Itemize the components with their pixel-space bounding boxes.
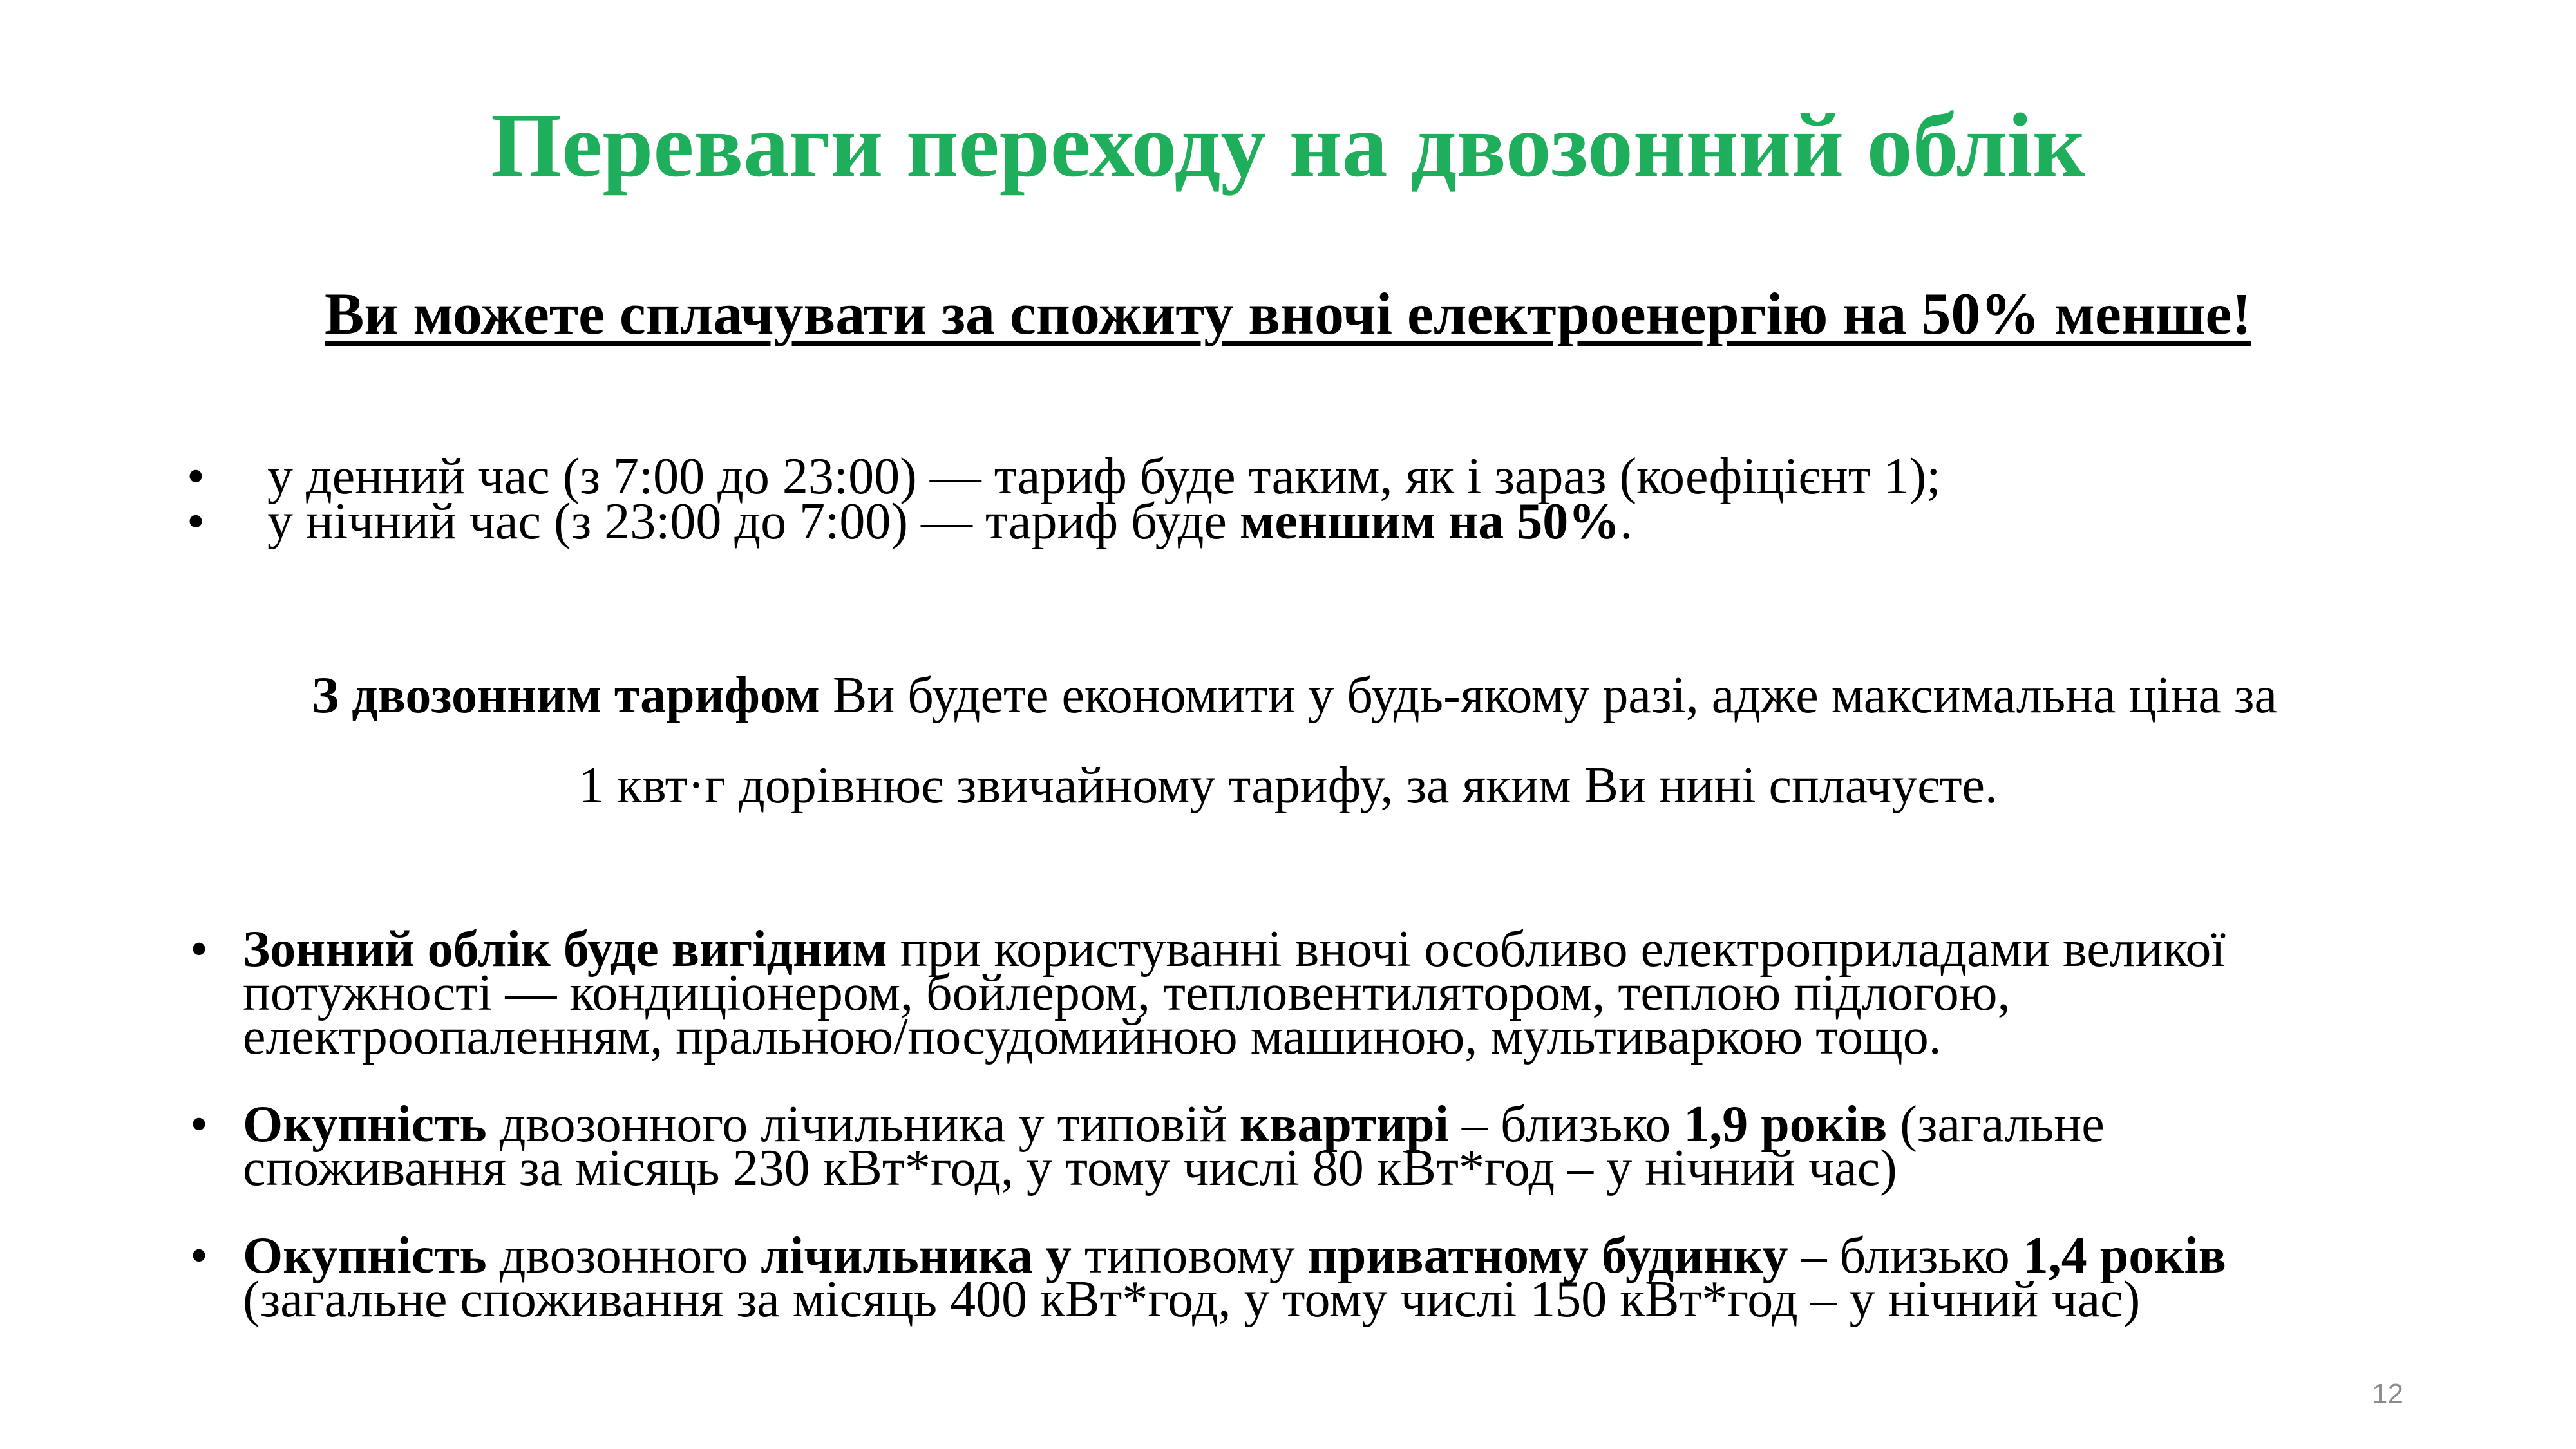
slide-title: Переваги переходу на двозонний облік xyxy=(490,94,2086,196)
benefit-bold: квартирі xyxy=(1240,1096,1449,1153)
benefit-item-zone xyxy=(190,921,2399,1065)
slide-subtitle: Ви можете сплачувати за спожиту вночі електроенергію на 50% менше! xyxy=(325,281,2251,346)
bullet-icon: • xyxy=(190,921,209,978)
tariff-item-bold: меншим на 50% xyxy=(1239,493,1620,550)
tariff-item-day xyxy=(187,448,2441,505)
benefit-bold: Окупність xyxy=(243,1096,487,1153)
page-number: 12 xyxy=(2372,1378,2403,1410)
savings-line-2: 1 квт·г дорівнює звичайному тарифу, за яким Ви нині сплачуєте. xyxy=(578,757,1998,814)
benefit-line: електроопаленням, пральною/посудомийною машиною, мультиваркою тощо. xyxy=(243,1009,1942,1065)
benefit-text: двозонного лічильника у типовій xyxy=(486,1096,1240,1153)
savings-line-1 xyxy=(0,650,2576,741)
benefit-text: – близько xyxy=(1788,1227,2023,1284)
tariff-item-night xyxy=(187,493,2441,550)
benefit-bold: Окупність xyxy=(243,1227,487,1284)
bullet-icon: • xyxy=(190,1227,209,1284)
benefit-text: – близько xyxy=(1448,1096,1684,1153)
benefit-list xyxy=(190,921,2399,1365)
bullet-icon: • xyxy=(190,1096,209,1153)
benefit-bold: Зонний облік буде вигідним xyxy=(243,921,887,978)
benefit-line: потужності — кондиціонером, бойлером, тепловентилятором, теплою підлогою, xyxy=(243,965,2011,1021)
benefit-text: двозонного xyxy=(486,1227,761,1284)
tariff-item-end: . xyxy=(1620,493,1633,550)
savings-text: Ви будете економити у будь-якому разі, адже максимальна ціна за xyxy=(820,667,2277,724)
savings-bold: З двозонним тарифом xyxy=(312,667,820,724)
benefit-text: (загальне xyxy=(1887,1096,2105,1153)
benefit-text: типовому xyxy=(1071,1227,1308,1284)
benefit-bold: приватному будинку xyxy=(1307,1227,1788,1284)
benefit-item-house xyxy=(190,1227,2399,1328)
savings-paragraph xyxy=(0,650,2576,831)
benefit-bold: 1,4 років xyxy=(2022,1227,2226,1284)
benefit-line: споживання за місяць 230 кВт*год, у тому числі 80 кВт*год – у нічний час) xyxy=(243,1140,1897,1197)
benefit-bold: 1,9 років xyxy=(1683,1096,1888,1153)
tariff-list xyxy=(187,448,2441,550)
benefit-bold: лічильника у xyxy=(761,1227,1072,1284)
tariff-item-text: у нічний час (з 23:00 до 7:00) — тариф буде xyxy=(267,493,1240,550)
bullet-icon: • xyxy=(187,448,205,505)
bullet-icon: • xyxy=(187,493,205,550)
benefit-text: при користуванні вночі особливо електроприладами великої xyxy=(887,921,2226,978)
benefit-line: (загальне споживання за місяць 400 кВт*год, у тому числі 150 кВт*год – у нічний час) xyxy=(243,1271,2141,1328)
benefit-item-apartment xyxy=(190,1096,2399,1197)
tariff-item-text: у денний час (з 7:00 до 23:00) — тариф буде таким, як і зараз (коефіцієнт 1); xyxy=(267,448,1941,505)
